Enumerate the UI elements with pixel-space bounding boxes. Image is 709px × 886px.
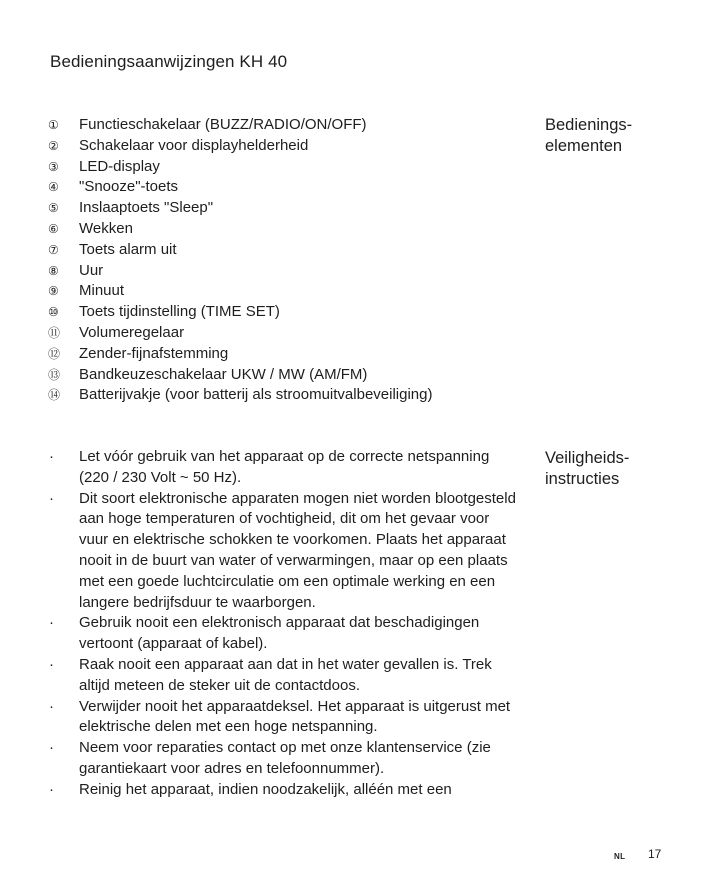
safety-item [48, 738, 518, 780]
safety-text: Neem voor reparaties contact op met onze klantenservice (zie garantiekaart voor adres en telefoonnummer). [79, 739, 491, 777]
safety-heading-line1: Veiligheids- [545, 449, 630, 467]
safety-text: Gebruik nooit een elektronisch apparaat dat beschadigingen vertoont (apparaat of kabel). [79, 614, 480, 653]
control-item [48, 157, 528, 178]
control-item [48, 344, 528, 365]
page-number: 17 [648, 847, 662, 861]
safety-text: Verwijder nooit het apparaatdeksel. Het apparaat is uitgerust met elektrische delen met een hoge netspanning. [79, 697, 511, 736]
control-number: ⑦ [48, 242, 59, 257]
control-number: ⑪ [48, 325, 61, 340]
language-code: NL [614, 852, 626, 861]
control-label: Volumeregelaar [79, 323, 185, 341]
control-label: Wekken [79, 219, 133, 237]
control-item [48, 302, 528, 323]
bullet-dot: · [49, 448, 54, 465]
control-item [48, 261, 528, 282]
control-label: "Snooze"-toets [79, 178, 179, 196]
control-label: Minuut [79, 282, 125, 300]
safety-item [48, 697, 518, 739]
control-number: ⑭ [48, 388, 61, 403]
safety-text: Let vóór gebruik van het apparaat op de correcte netspanning (220 / 230 Volt ~ 50 Hz). [79, 448, 490, 486]
safety-item [48, 655, 518, 697]
control-item [48, 198, 528, 219]
control-number: ⑫ [48, 346, 61, 361]
control-label: Functieschakelaar (BUZZ/RADIO/ON/OFF) [79, 116, 367, 133]
safety-item [48, 613, 518, 655]
control-number: ⑤ [48, 201, 59, 216]
control-label: Toets tijdinstelling (TIME SET) [79, 303, 280, 321]
controls-heading [545, 115, 632, 157]
safety-text: Raak nooit een apparaat aan dat in het water gevallen is. Trek altijd meteen de steker uit de contactdoos. [79, 655, 492, 694]
safety-text: Dit soort elektronische apparaten mogen niet worden blootgesteld aan hoge temperaturen of vochtigheid, dit om het gevaar voor vuur en elektrische schokken te voorkomen. Plaats het apparaat nooit in de buurt van water of verwarmingen, maar op een plaats met een goede luchtcirculatie om een optimale werking en een langere bedrijfsduur te waarborgen. [79, 489, 516, 611]
control-item [48, 365, 528, 386]
control-item [48, 240, 528, 261]
control-number: ④ [48, 180, 59, 195]
page-title: Bedieningsaanwijzingen KH 40 [50, 52, 288, 71]
control-number: ③ [48, 159, 59, 174]
control-label: Inslaaptoets "Sleep" [79, 199, 214, 217]
control-label: Schakelaar voor displayhelderheid [79, 136, 309, 154]
control-item [48, 177, 528, 198]
control-item [48, 281, 528, 302]
safety-heading [545, 448, 629, 490]
control-label: Zender-fijnafstemming [79, 344, 229, 362]
control-number: ⑩ [48, 305, 59, 320]
control-number: ② [48, 138, 59, 153]
control-label: Batterijvakje (voor batterij als stroomuitvalbeveiliging) [79, 386, 433, 404]
safety-item [48, 489, 518, 614]
control-label: Uur [79, 261, 104, 279]
bullet-dot: · [49, 739, 54, 757]
control-label: Toets alarm uit [79, 240, 177, 258]
controls-heading-line1: Bedienings- [545, 116, 633, 134]
control-item [48, 219, 528, 240]
safety-item [48, 780, 518, 801]
safety-text: Reinig het apparaat, indien noodzakelijk, alléén met een [79, 780, 452, 798]
bullet-dot: · [49, 489, 54, 507]
control-number: ⑨ [48, 284, 59, 299]
controls-list [48, 115, 528, 406]
control-number: ① [48, 118, 59, 132]
control-item [48, 385, 528, 406]
bullet-dot: · [49, 780, 54, 798]
bullet-dot: · [49, 655, 54, 673]
safety-heading-line2: instructies [545, 470, 620, 488]
control-label: Bandkeuzeschakelaar UKW / MW (AM/FM) [79, 365, 368, 383]
control-number: ⑬ [48, 367, 61, 382]
bullet-dot: · [49, 614, 54, 632]
control-number: ⑥ [48, 221, 59, 236]
bullet-dot: · [49, 697, 54, 715]
control-item [48, 323, 528, 344]
safety-item [48, 447, 518, 489]
safety-list [48, 447, 518, 801]
controls-heading-line2: elementen [545, 137, 623, 155]
control-item [48, 136, 528, 157]
control-label: LED-display [79, 157, 160, 175]
control-item [48, 115, 528, 136]
control-number: ⑧ [48, 263, 59, 278]
